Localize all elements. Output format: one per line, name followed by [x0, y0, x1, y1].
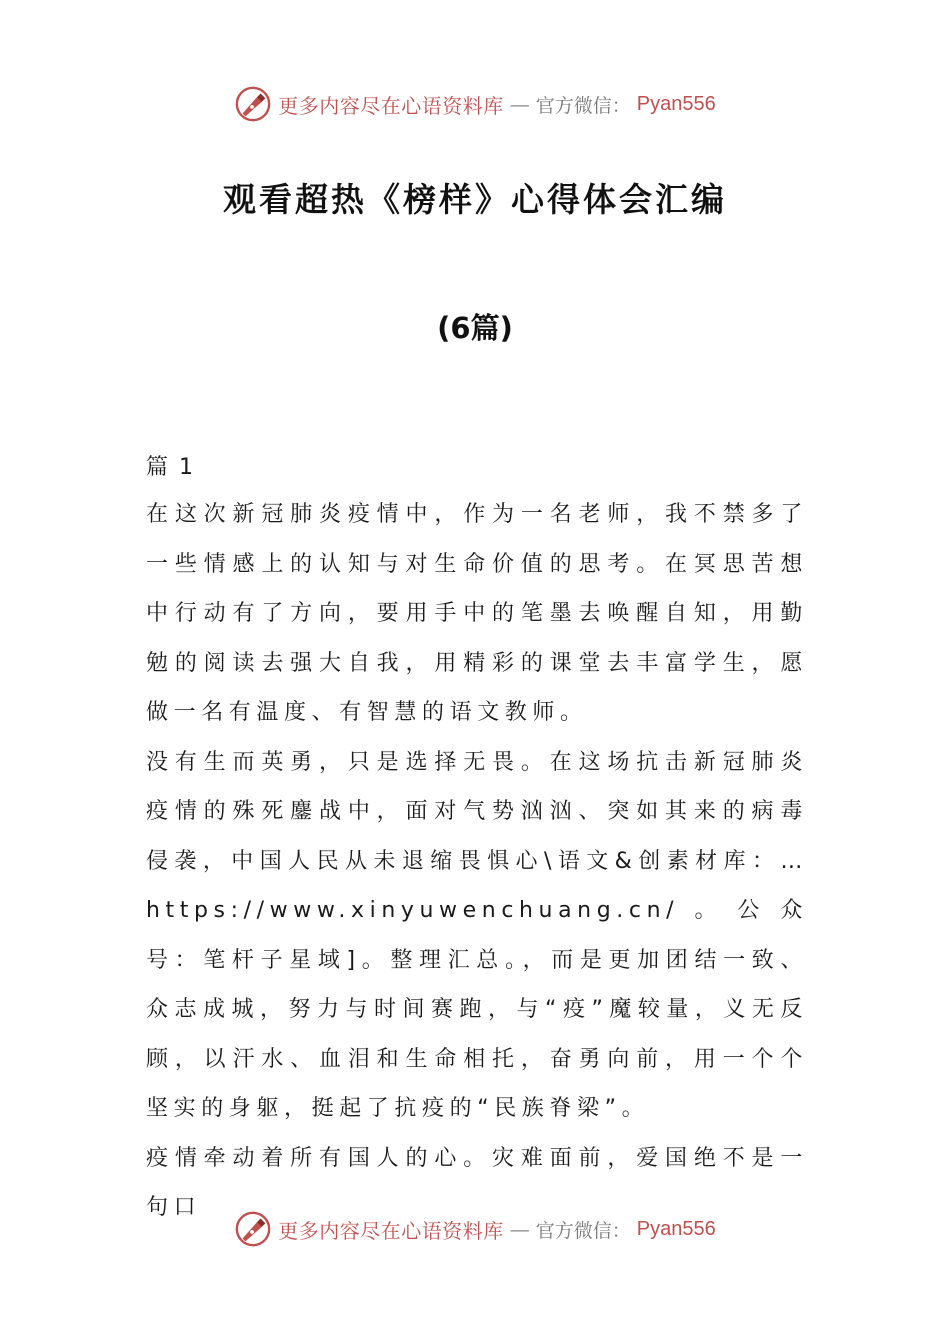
banner-separator: —: [509, 92, 530, 116]
banner-contact-label: 官方微信：: [535, 1219, 631, 1242]
banner-text: 更多内容尽在心语资料库: [278, 93, 504, 118]
banner-contact-id: Pyan556: [636, 1217, 716, 1240]
banner-text: 更多内容尽在心语资料库: [278, 1218, 504, 1243]
banner-contact-id: Pyan556: [636, 92, 716, 115]
header-banner: [0, 82, 950, 126]
banner-contact-label: 官方微信：: [535, 94, 631, 117]
document-title: 观看超热《榜样》心得体会汇编: [223, 180, 727, 219]
footer-banner: [0, 1207, 950, 1251]
paragraph: 在这次新冠肺炎疫情中，作为一名老师，我不禁多了一些情感上的认知与对生命价值的思考。在冥思苦想中行动有了方向，要用手中的笔墨去唤醒自知，用勤勉的阅读去强大自我，用精彩的课堂去丰富学生，愿做一名有温度、有智慧的语文教师。: [146, 502, 808, 725]
section-label: 篇 1: [146, 455, 195, 480]
pen-nib-logo-icon: [234, 1210, 272, 1248]
document-body: [146, 446, 808, 1233]
banner-separator: —: [509, 1217, 530, 1241]
paragraph: 疫情牵动着所有国人的心。灾难面前，爱国绝不是一句口: [146, 1145, 808, 1220]
paragraph: 没有生而英勇，只是选择无畏。在这场抗击新冠肺炎疫情的殊死鏖战中，面对气势汹汹、突如其来的病毒侵袭，中国人民从未退缩畏惧心\语文&创素材库：…https://www.xinyuwenchuang.cn/。公众号：笔杆子星域]。整理汇总。，而是更加团结一致、众志成城，努力与时间赛跑，与“疫”魔较量，义无反顾，以汗水、血泪和生命相托，奋勇向前，用一个个坚实的身躯，挺起了抗疫的“民族脊梁”。: [146, 749, 808, 1121]
pen-nib-logo-icon: [234, 85, 272, 123]
document-subtitle: (6篇): [437, 311, 513, 345]
